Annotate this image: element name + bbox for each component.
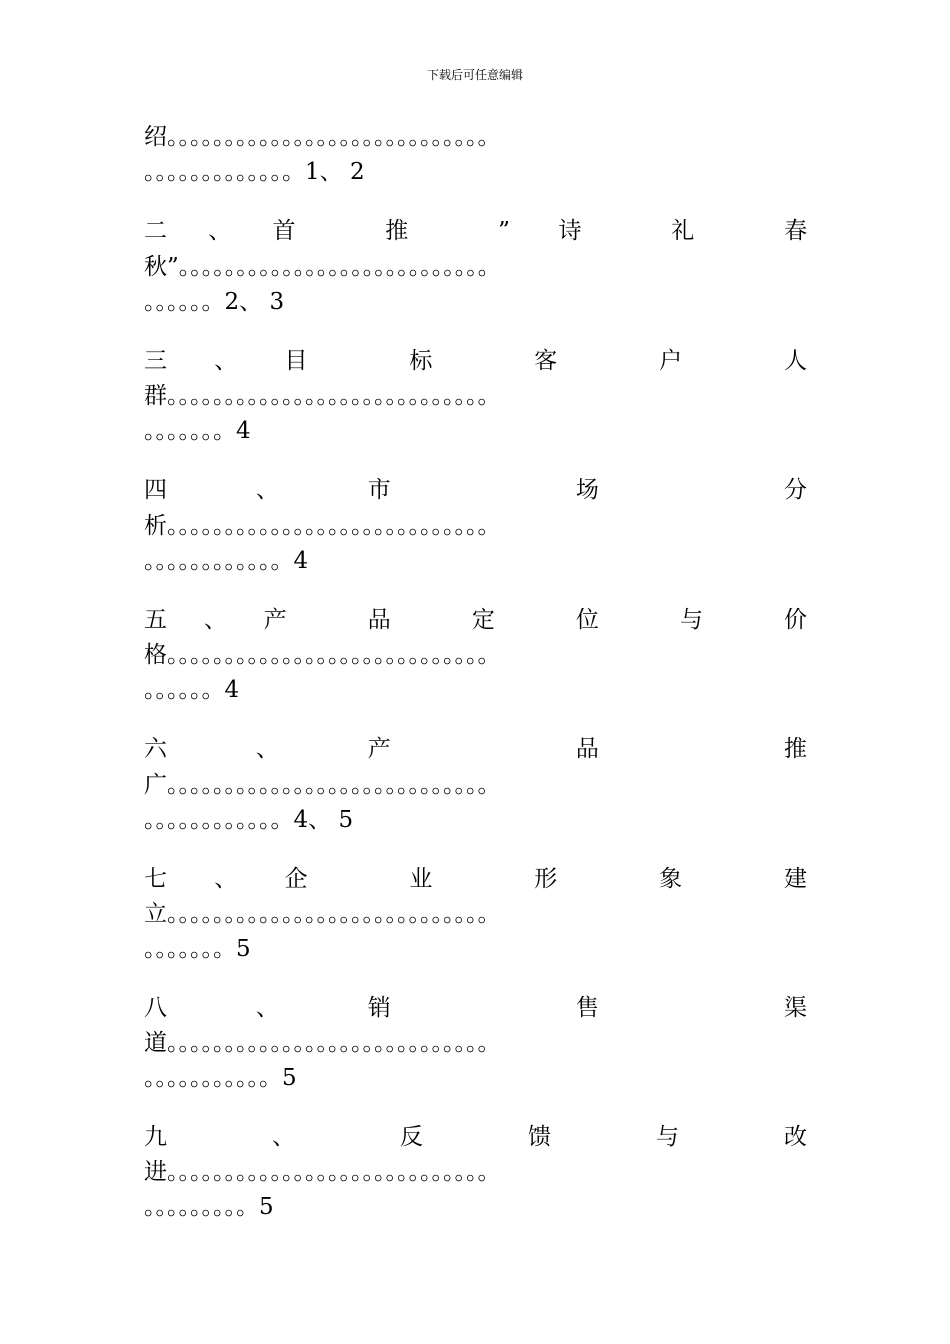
toc-line: 。。。。。。2、 3 xyxy=(144,289,285,315)
toc-entry-heading: 六、产 品 推 xyxy=(144,736,808,762)
toc-entry-heading: 八、销 售 渠 xyxy=(144,995,808,1021)
toc-line: 。。。。。。。。。。。。。1、 2 xyxy=(144,159,365,185)
toc-line: 。。。。。。。。。5 xyxy=(144,1194,274,1220)
toc-line: 。。。。。。4 xyxy=(144,677,240,703)
toc-line: 。。。。。。。。。。。5 xyxy=(144,1065,297,1091)
toc-line: 进。。。。。。。。。。。。。。。。。。。。。。。。。。。。 xyxy=(144,1159,501,1185)
toc-line: 。。。。。。。4 xyxy=(144,418,251,444)
toc-entry-heading: 三、目 标 客 户 人 xyxy=(144,348,808,374)
toc-line: 格。。。。。。。。。。。。。。。。。。。。。。。。。。。。 xyxy=(144,642,501,668)
toc-line: 道。。。。。。。。。。。。。。。。。。。。。。。。。。。。 xyxy=(144,1030,501,1056)
toc-line: 。。。。。。。。。。。。4、 5 xyxy=(144,807,354,833)
toc-line: 绍。。。。。。。。。。。。。。。。。。。。。。。。。。。。 xyxy=(144,124,501,150)
toc-line: 秋”。。。。。。。。。。。。。。。。。。。。。。。。。。。 xyxy=(144,254,501,280)
toc-line: 析。。。。。。。。。。。。。。。。。。。。。。。。。。。。 xyxy=(144,513,501,539)
toc-line: 。。。。。。。。。。。。4 xyxy=(144,548,309,574)
toc-line: 群。。。。。。。。。。。。。。。。。。。。。。。。。。。。 xyxy=(144,383,501,409)
toc-line: 立。。。。。。。。。。。。。。。。。。。。。。。。。。。。 xyxy=(144,901,501,927)
toc-line: 。。。。。。。5 xyxy=(144,936,251,962)
toc-line: 广。。。。。。。。。。。。。。。。。。。。。。。。。。。。 xyxy=(144,772,501,798)
page-header: 下载后可任意编辑 xyxy=(426,68,523,82)
toc-entry-heading: 二、首 推 ” 诗 礼 春 xyxy=(144,218,808,244)
toc-entry-heading: 九 、 反 馈 与 改 xyxy=(144,1124,807,1150)
toc-entry-heading: 五、产 品 定 位 与 价 xyxy=(144,607,808,633)
toc-entry-heading: 四、市 场 分 xyxy=(144,477,808,503)
toc-entry-heading: 七、企 业 形 象 建 xyxy=(144,866,808,892)
